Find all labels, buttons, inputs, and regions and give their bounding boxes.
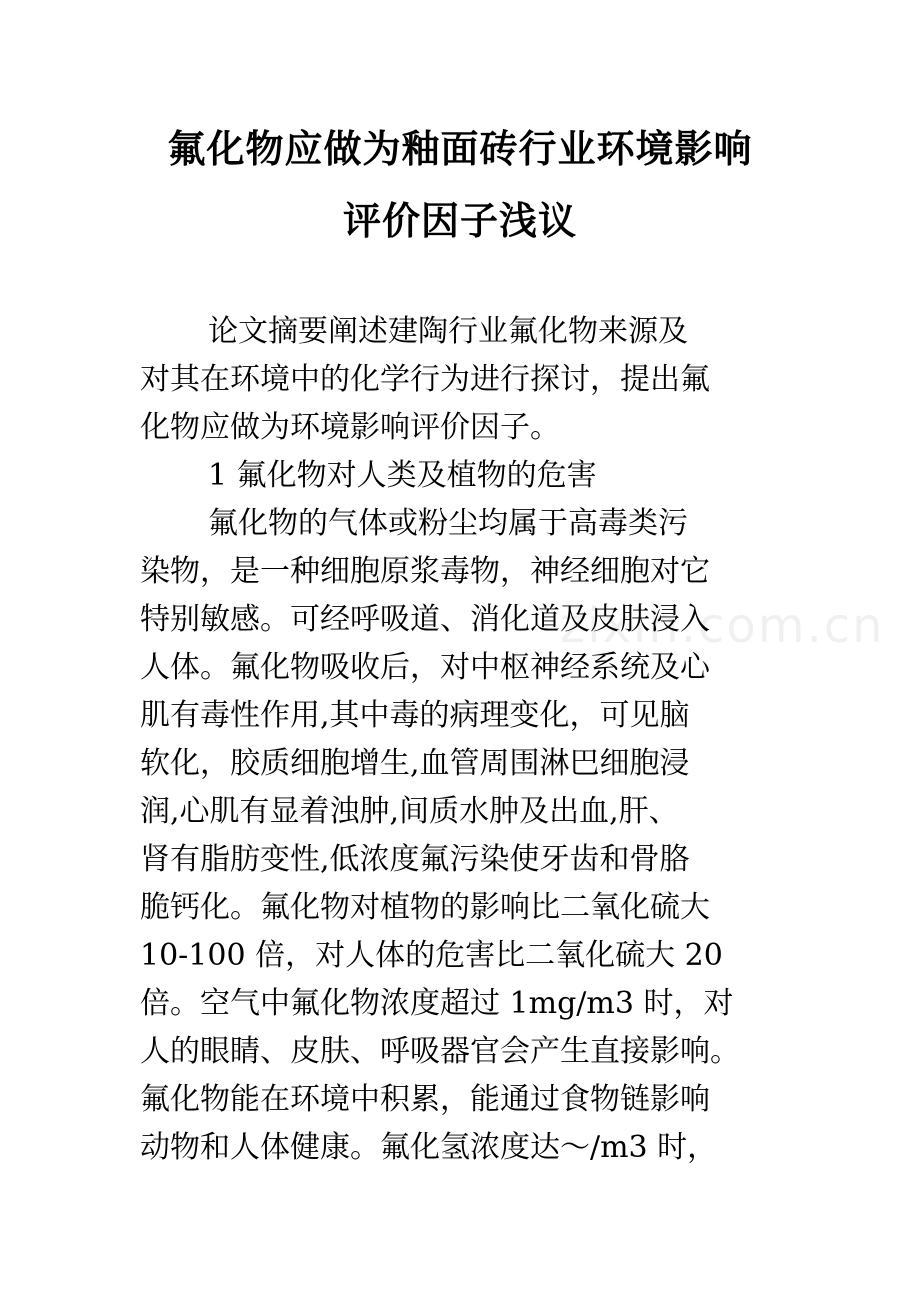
body-line-8: 人体。氟化物吸收后，对中枢神经系统及心 [140, 650, 710, 685]
watermark-text: zixin.com.cn [560, 598, 885, 654]
body-line-1: 论文摘要阐述建陶行业氟化物来源及 [208, 314, 688, 349]
body-line-13: 脆钙化。氟化物对植物的影响比二氧化硫大 [140, 890, 710, 925]
section-heading-1: 1 氟化物对人类及植物的危害 [208, 458, 597, 493]
document-title-line-2: 评价因子浅议 [342, 199, 577, 243]
body-line-18: 动物和人体健康。氟化氢浓度达～/m3 时， [140, 1130, 718, 1165]
body-line-7: 特别敏感。可经呼吸道、消化道及皮肤浸入 [140, 602, 710, 637]
body-line-15: 倍。空气中氟化物浓度超过 1mg/m3 时，对 [140, 986, 734, 1021]
body-line-5: 氟化物的气体或粉尘均属于高毒类污 [208, 506, 688, 541]
body-line-11: 润,心肌有显着浊肿,间质水肿及出血,肝、 [140, 794, 679, 829]
body-line-9: 肌有毒性作用,其中毒的病理变化，可见脑 [140, 698, 690, 733]
body-line-14: 10-100 倍，对人体的危害比二氧化硫大 20 [140, 938, 723, 973]
body-line-3: 化物应做为环境影响评价因子。 [140, 410, 560, 445]
body-line-10: 软化，胶质细胞增生,血管周围淋巴细胞浸 [140, 746, 690, 781]
body-line-17: 氟化物能在环境中积累，能通过食物链影响 [140, 1082, 710, 1117]
document-title-line-1: 氟化物应做为釉面砖行业环境影响 [167, 127, 753, 171]
body-line-6: 染物，是一种细胞原浆毒物，神经细胞对它 [140, 554, 710, 589]
body-line-2: 对其在环境中的化学行为进行探讨，提出氟 [140, 362, 710, 397]
body-line-12: 肾有脂肪变性,低浓度氟污染使牙齿和骨胳 [140, 842, 690, 877]
body-line-16: 人的眼睛、皮肤、呼吸器官会产生直接影响。 [140, 1034, 740, 1069]
